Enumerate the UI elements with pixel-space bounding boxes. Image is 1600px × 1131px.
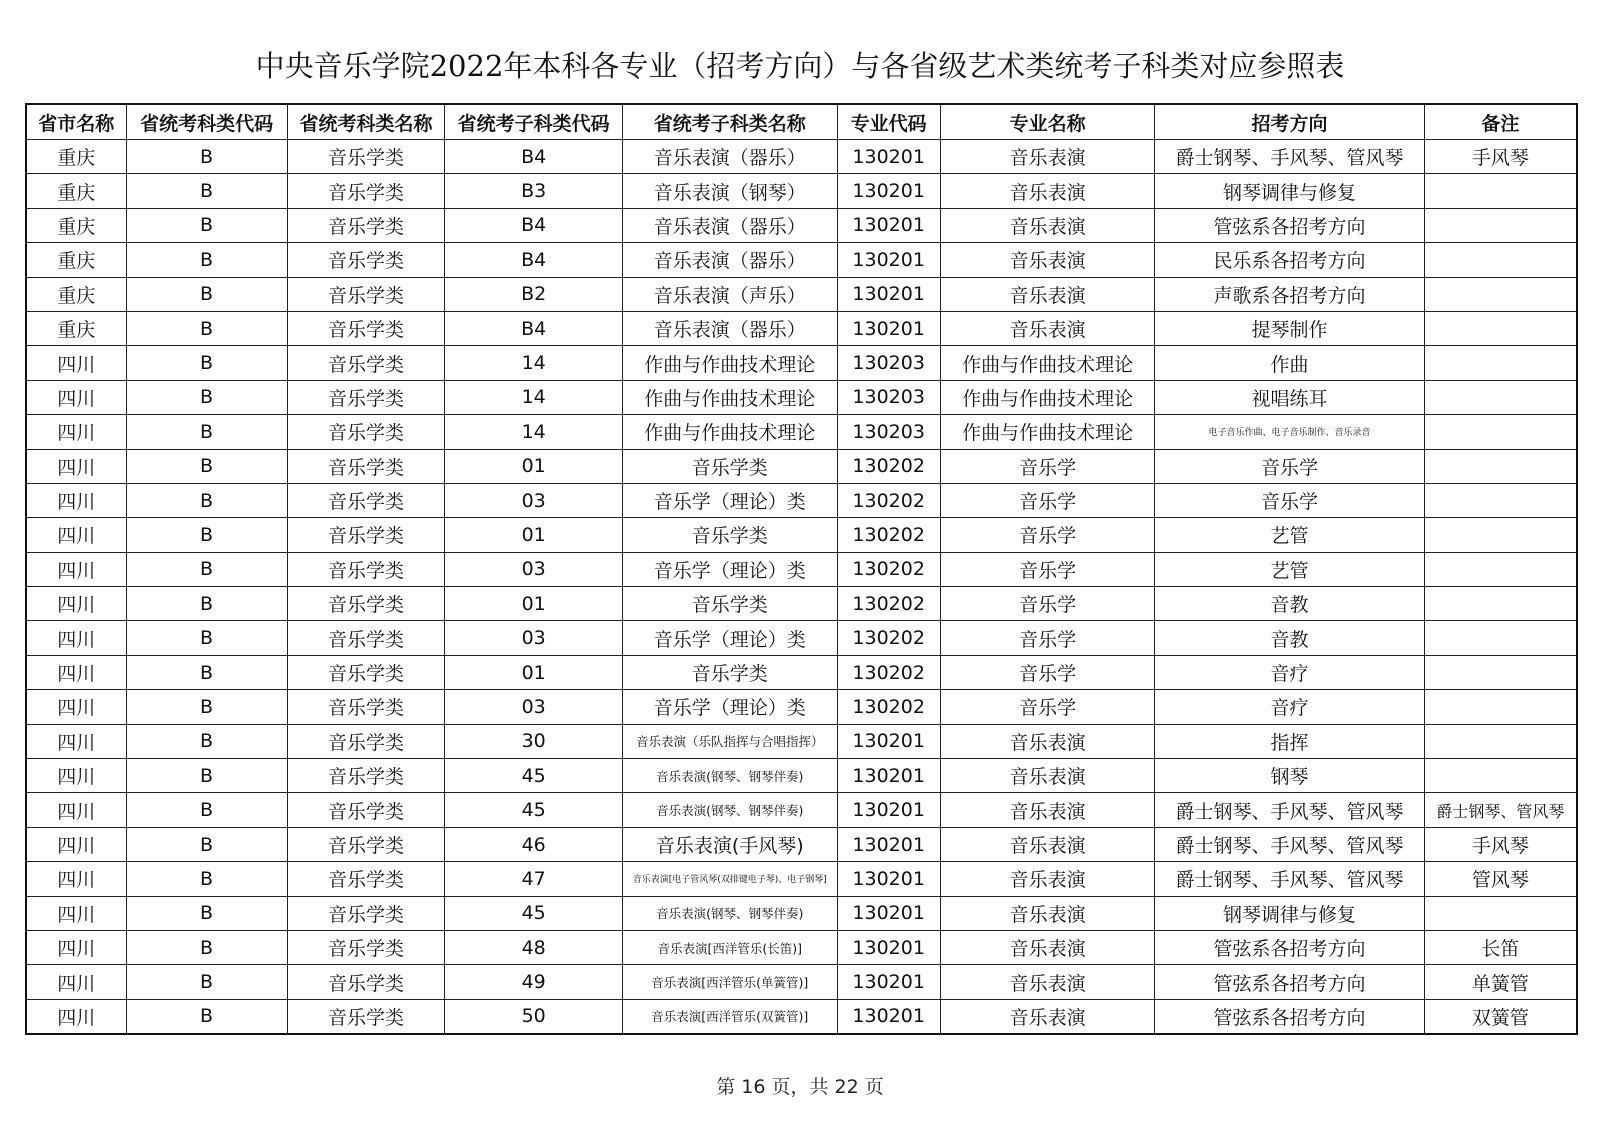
table-cell: 四川 [26, 724, 126, 758]
header-row [26, 104, 1577, 140]
table-cell [1424, 380, 1577, 414]
table-cell: 民乐系各招考方向 [1155, 243, 1424, 277]
table-row [26, 243, 1577, 277]
table-cell: 音乐学类 [287, 587, 445, 621]
table-cell: 音乐学类 [287, 243, 445, 277]
table-cell: 01 [445, 518, 622, 552]
table-cell: B [126, 311, 287, 345]
table-cell: 四川 [26, 621, 126, 655]
table-cell: 音乐表演 [940, 243, 1155, 277]
table-cell: 四川 [26, 690, 126, 724]
table-cell: 四川 [26, 896, 126, 930]
table-cell: 音乐表演 [940, 965, 1155, 999]
table-cell: 01 [445, 587, 622, 621]
table-cell: 视唱练耳 [1155, 380, 1424, 414]
table-cell: 130202 [837, 449, 940, 483]
table-cell: 音乐表演(钢琴、钢琴伴奏) [622, 793, 837, 827]
table-cell: 47 [445, 862, 622, 896]
table-cell: 手风琴 [1424, 827, 1577, 861]
table-cell: 四川 [26, 827, 126, 861]
table-cell: 重庆 [26, 174, 126, 208]
column-header: 备注 [1424, 104, 1577, 140]
table-cell [1424, 449, 1577, 483]
table-cell: 14 [445, 415, 622, 449]
table-cell: 130201 [837, 896, 940, 930]
table-cell: 130202 [837, 690, 940, 724]
table-cell: 130203 [837, 380, 940, 414]
table-cell: 130201 [837, 208, 940, 242]
table-cell: 音乐学（理论）类 [622, 621, 837, 655]
table-cell: 音乐表演（声乐） [622, 277, 837, 311]
table-row [26, 174, 1577, 208]
table-cell: 音乐表演(钢琴、钢琴伴奏) [622, 759, 837, 793]
table-cell: 四川 [26, 965, 126, 999]
table-cell [1424, 655, 1577, 689]
table-cell: 钢琴 [1155, 759, 1424, 793]
table-cell: 50 [445, 999, 622, 1034]
table-cell: 48 [445, 930, 622, 964]
table-cell: 音乐学类 [287, 346, 445, 380]
table-cell [1424, 346, 1577, 380]
table-cell: 音乐表演（器乐） [622, 243, 837, 277]
column-header: 专业名称 [940, 104, 1155, 140]
table-row [26, 621, 1577, 655]
table-cell: 音乐学类 [622, 587, 837, 621]
table-cell [1424, 552, 1577, 586]
table-cell: 音乐表演（器乐） [622, 208, 837, 242]
table-cell [1424, 621, 1577, 655]
column-header: 省统考子科类名称 [622, 104, 837, 140]
table-cell: 音乐学 [940, 690, 1155, 724]
table-cell: B [126, 690, 287, 724]
table-cell: 130201 [837, 311, 940, 345]
table-cell: 长笛 [1424, 930, 1577, 964]
table-cell: 音疗 [1155, 690, 1424, 724]
table-cell [1424, 174, 1577, 208]
page-footer: 第 16 页，共 22 页 [716, 1076, 884, 1098]
table-cell: 03 [445, 552, 622, 586]
table-cell: 音教 [1155, 621, 1424, 655]
table-cell: 130202 [837, 621, 940, 655]
table-cell: 钢琴调律与修复 [1155, 896, 1424, 930]
table-row [26, 449, 1577, 483]
table-cell: B [126, 552, 287, 586]
table-cell: 130202 [837, 587, 940, 621]
table-cell: 艺管 [1155, 518, 1424, 552]
table-cell: B [126, 380, 287, 414]
table-cell: 手风琴 [1424, 140, 1577, 174]
table-cell: 作曲与作曲技术理论 [622, 415, 837, 449]
table-cell: 130202 [837, 655, 940, 689]
table-cell: B3 [445, 174, 622, 208]
table-cell: 音乐表演 [940, 896, 1155, 930]
table-cell: B [126, 655, 287, 689]
table-row [26, 759, 1577, 793]
table-cell: 作曲与作曲技术理论 [622, 380, 837, 414]
table-cell: B [126, 862, 287, 896]
table-cell: 音乐学类 [287, 552, 445, 586]
table-row [26, 793, 1577, 827]
table-cell: 14 [445, 346, 622, 380]
table-cell: 音乐学类 [287, 380, 445, 414]
table-cell: 130202 [837, 483, 940, 517]
column-header: 省统考科类代码 [126, 104, 287, 140]
table-cell: 音乐表演 [940, 140, 1155, 174]
table-cell: 爵士钢琴、手风琴、管风琴 [1155, 862, 1424, 896]
table-row [26, 552, 1577, 586]
table-cell: 音乐学类 [287, 518, 445, 552]
table-cell: B [126, 930, 287, 964]
table-cell: 作曲 [1155, 346, 1424, 380]
table-cell: 音乐表演（乐队指挥与合唱指挥） [622, 724, 837, 758]
table-cell: 音乐学类 [287, 965, 445, 999]
table-cell: 爵士钢琴、手风琴、管风琴 [1155, 140, 1424, 174]
table-cell [1424, 483, 1577, 517]
table-cell: 音乐学类 [287, 174, 445, 208]
table-cell: 音乐学类 [287, 724, 445, 758]
table-row [26, 311, 1577, 345]
table-cell: B [126, 999, 287, 1034]
table-cell: B [126, 587, 287, 621]
table-row [26, 208, 1577, 242]
table-cell: 130202 [837, 552, 940, 586]
table-cell: 音教 [1155, 587, 1424, 621]
table-cell: 49 [445, 965, 622, 999]
table-row [26, 518, 1577, 552]
table-row [26, 862, 1577, 896]
table-cell: 音乐学类 [287, 896, 445, 930]
table-row [26, 380, 1577, 414]
table-row [26, 277, 1577, 311]
table-row [26, 140, 1577, 174]
table-cell: 音乐表演（器乐） [622, 311, 837, 345]
table-cell: 四川 [26, 552, 126, 586]
table-cell [1424, 690, 1577, 724]
table-row [26, 587, 1577, 621]
table-row [26, 965, 1577, 999]
table-cell: 130201 [837, 277, 940, 311]
table-cell: 爵士钢琴、手风琴、管风琴 [1155, 827, 1424, 861]
table-cell: 03 [445, 483, 622, 517]
table-cell: 130201 [837, 174, 940, 208]
table-cell: 单簧管 [1424, 965, 1577, 999]
table-cell: 四川 [26, 415, 126, 449]
table-cell: 30 [445, 724, 622, 758]
table-cell: B [126, 243, 287, 277]
table-cell: B [126, 621, 287, 655]
table-cell: 音乐学类 [287, 827, 445, 861]
table-cell: 提琴制作 [1155, 311, 1424, 345]
table-cell: 作曲与作曲技术理论 [940, 415, 1155, 449]
table-cell [1424, 243, 1577, 277]
table-cell: B4 [445, 208, 622, 242]
table-cell: 管风琴 [1424, 862, 1577, 896]
table-cell: 四川 [26, 587, 126, 621]
table-cell: 音乐学 [940, 621, 1155, 655]
table-cell: 音乐学类 [287, 311, 445, 345]
table-cell: B2 [445, 277, 622, 311]
table-cell: 音乐表演[西洋管乐(长笛)] [622, 930, 837, 964]
table-cell: 四川 [26, 449, 126, 483]
table-row [26, 655, 1577, 689]
table-cell: 音乐学 [940, 518, 1155, 552]
table-cell: 音乐表演(手风琴) [622, 827, 837, 861]
table-cell: 130201 [837, 724, 940, 758]
table-cell: 爵士钢琴、手风琴、管风琴 [1155, 793, 1424, 827]
table-cell: 130203 [837, 346, 940, 380]
column-header: 省统考科类名称 [287, 104, 445, 140]
table-cell: 重庆 [26, 243, 126, 277]
table-cell: 音乐表演[电子管风琴(双排键电子琴)、电子钢琴] [622, 862, 837, 896]
table-cell: 音乐学（理论）类 [622, 483, 837, 517]
table-row [26, 827, 1577, 861]
table-cell [1424, 311, 1577, 345]
table-cell: 指挥 [1155, 724, 1424, 758]
table-cell: 130203 [837, 415, 940, 449]
table-row [26, 415, 1577, 449]
table-cell: 音乐学类 [287, 621, 445, 655]
table-cell: 130202 [837, 518, 940, 552]
table-cell: 音乐表演 [940, 759, 1155, 793]
table-cell: 音乐学类 [287, 208, 445, 242]
table-cell: 音乐学类 [287, 999, 445, 1034]
table-row [26, 724, 1577, 758]
table-cell: B [126, 346, 287, 380]
table-cell: 钢琴调律与修复 [1155, 174, 1424, 208]
table-cell: B [126, 827, 287, 861]
table-cell: 130201 [837, 140, 940, 174]
table-cell: 音乐学 [940, 552, 1155, 586]
table-cell: B [126, 277, 287, 311]
table-cell: 音乐学类 [287, 793, 445, 827]
table-cell: B4 [445, 243, 622, 277]
table-cell: 音乐表演 [940, 724, 1155, 758]
table-cell: 四川 [26, 380, 126, 414]
table-cell: 四川 [26, 999, 126, 1034]
reference-table [25, 103, 1578, 1035]
table-cell: 音乐学 [940, 655, 1155, 689]
table-cell: 音乐学 [940, 587, 1155, 621]
table-cell: 音乐表演 [940, 311, 1155, 345]
table-cell: 音乐表演(钢琴、钢琴伴奏) [622, 896, 837, 930]
table-cell: 音乐学类 [287, 655, 445, 689]
table-cell: 管弦系各招考方向 [1155, 208, 1424, 242]
table-cell: 01 [445, 449, 622, 483]
table-cell: B [126, 518, 287, 552]
table-cell: B [126, 415, 287, 449]
table-cell: 46 [445, 827, 622, 861]
table-cell: 音乐学类 [287, 277, 445, 311]
table-cell: 音乐表演[西洋管乐(单簧管)] [622, 965, 837, 999]
table-cell: 音乐表演（钢琴） [622, 174, 837, 208]
column-header: 专业代码 [837, 104, 940, 140]
table-cell: 音乐学 [1155, 483, 1424, 517]
table-cell: 四川 [26, 655, 126, 689]
table-cell: 音乐学 [1155, 449, 1424, 483]
table-cell: B [126, 724, 287, 758]
table-cell: 管弦系各招考方向 [1155, 999, 1424, 1034]
table-cell: 音乐表演 [940, 793, 1155, 827]
table-cell: 130201 [837, 759, 940, 793]
column-header: 省统考子科类代码 [445, 104, 622, 140]
table-cell: 45 [445, 793, 622, 827]
table-cell: B [126, 449, 287, 483]
table-cell: 音乐学类 [287, 449, 445, 483]
table-cell: 电子音乐作曲、电子音乐制作、音乐录音 [1155, 415, 1424, 449]
table-cell: 130201 [837, 930, 940, 964]
table-cell: 管弦系各招考方向 [1155, 965, 1424, 999]
table-cell: B [126, 174, 287, 208]
table-cell: 01 [445, 655, 622, 689]
table-cell: 四川 [26, 793, 126, 827]
table-cell: 作曲与作曲技术理论 [622, 346, 837, 380]
table-cell [1424, 587, 1577, 621]
table-cell: 音乐表演（器乐） [622, 140, 837, 174]
table-cell: 03 [445, 690, 622, 724]
table-cell: 四川 [26, 862, 126, 896]
table-body [26, 140, 1577, 1035]
table-cell: 130201 [837, 965, 940, 999]
table-cell [1424, 724, 1577, 758]
table-cell: 音乐表演 [940, 930, 1155, 964]
table-cell: B4 [445, 311, 622, 345]
table-cell: 作曲与作曲技术理论 [940, 346, 1155, 380]
table-cell: 音乐学（理论）类 [622, 690, 837, 724]
table-cell [1424, 277, 1577, 311]
table-cell: 音疗 [1155, 655, 1424, 689]
table-row [26, 483, 1577, 517]
table-cell: 14 [445, 380, 622, 414]
table-cell: 音乐学 [940, 483, 1155, 517]
column-header: 省市名称 [26, 104, 126, 140]
table-cell: 音乐学类 [287, 140, 445, 174]
table-cell: 音乐学类 [287, 862, 445, 896]
table-cell: B [126, 896, 287, 930]
table-cell: 音乐学类 [622, 518, 837, 552]
table-cell: 音乐表演 [940, 862, 1155, 896]
table-cell: 音乐表演 [940, 174, 1155, 208]
table-cell: 音乐学（理论）类 [622, 552, 837, 586]
table-cell: 音乐学类 [287, 415, 445, 449]
table-cell [1424, 415, 1577, 449]
table-row [26, 690, 1577, 724]
table-cell: 音乐表演[西洋管乐(双簧管)] [622, 999, 837, 1034]
table-cell [1424, 759, 1577, 793]
table-cell: 四川 [26, 346, 126, 380]
table-cell: B [126, 965, 287, 999]
table-cell: 爵士钢琴、管风琴 [1424, 793, 1577, 827]
table-cell: 130201 [837, 793, 940, 827]
table-cell: 四川 [26, 518, 126, 552]
table-cell: 音乐学 [940, 449, 1155, 483]
table-cell: B4 [445, 140, 622, 174]
table-cell [1424, 208, 1577, 242]
page-title: 中央音乐学院2022年本科各专业（招考方向）与各省级艺术类统考子科类对应参照表 [255, 49, 1345, 83]
table-cell: B [126, 759, 287, 793]
table-cell: B [126, 483, 287, 517]
table-row [26, 999, 1577, 1034]
table-cell: 重庆 [26, 208, 126, 242]
table-row [26, 896, 1577, 930]
table-cell [1424, 896, 1577, 930]
table-cell: 四川 [26, 483, 126, 517]
table-cell: 45 [445, 896, 622, 930]
table-cell: 作曲与作曲技术理论 [940, 380, 1155, 414]
table-cell: 四川 [26, 930, 126, 964]
table-cell: 声歌系各招考方向 [1155, 277, 1424, 311]
table-cell: 音乐表演 [940, 277, 1155, 311]
table-row [26, 346, 1577, 380]
table-cell [1424, 518, 1577, 552]
table-cell: B [126, 793, 287, 827]
table-cell: 音乐表演 [940, 208, 1155, 242]
table-cell: 音乐学类 [287, 483, 445, 517]
table-cell: 130201 [837, 827, 940, 861]
table-cell: B [126, 208, 287, 242]
table-cell: 130201 [837, 862, 940, 896]
table-cell: 音乐表演 [940, 827, 1155, 861]
table-cell: B [126, 140, 287, 174]
table-cell: 四川 [26, 759, 126, 793]
table-cell: 45 [445, 759, 622, 793]
table-cell: 音乐学类 [622, 449, 837, 483]
table-cell: 03 [445, 621, 622, 655]
table-cell: 双簧管 [1424, 999, 1577, 1034]
table-cell: 130201 [837, 999, 940, 1034]
table-cell: 音乐表演 [940, 999, 1155, 1034]
table-row [26, 930, 1577, 964]
table-cell: 音乐学类 [287, 690, 445, 724]
table-cell: 音乐学类 [287, 930, 445, 964]
table-cell: 重庆 [26, 140, 126, 174]
table-cell: 重庆 [26, 277, 126, 311]
table-cell: 重庆 [26, 311, 126, 345]
column-header: 招考方向 [1155, 104, 1424, 140]
table-cell: 130201 [837, 243, 940, 277]
table-cell: 艺管 [1155, 552, 1424, 586]
table-cell: 管弦系各招考方向 [1155, 930, 1424, 964]
table-cell: 音乐学类 [287, 759, 445, 793]
table-cell: 音乐学类 [622, 655, 837, 689]
